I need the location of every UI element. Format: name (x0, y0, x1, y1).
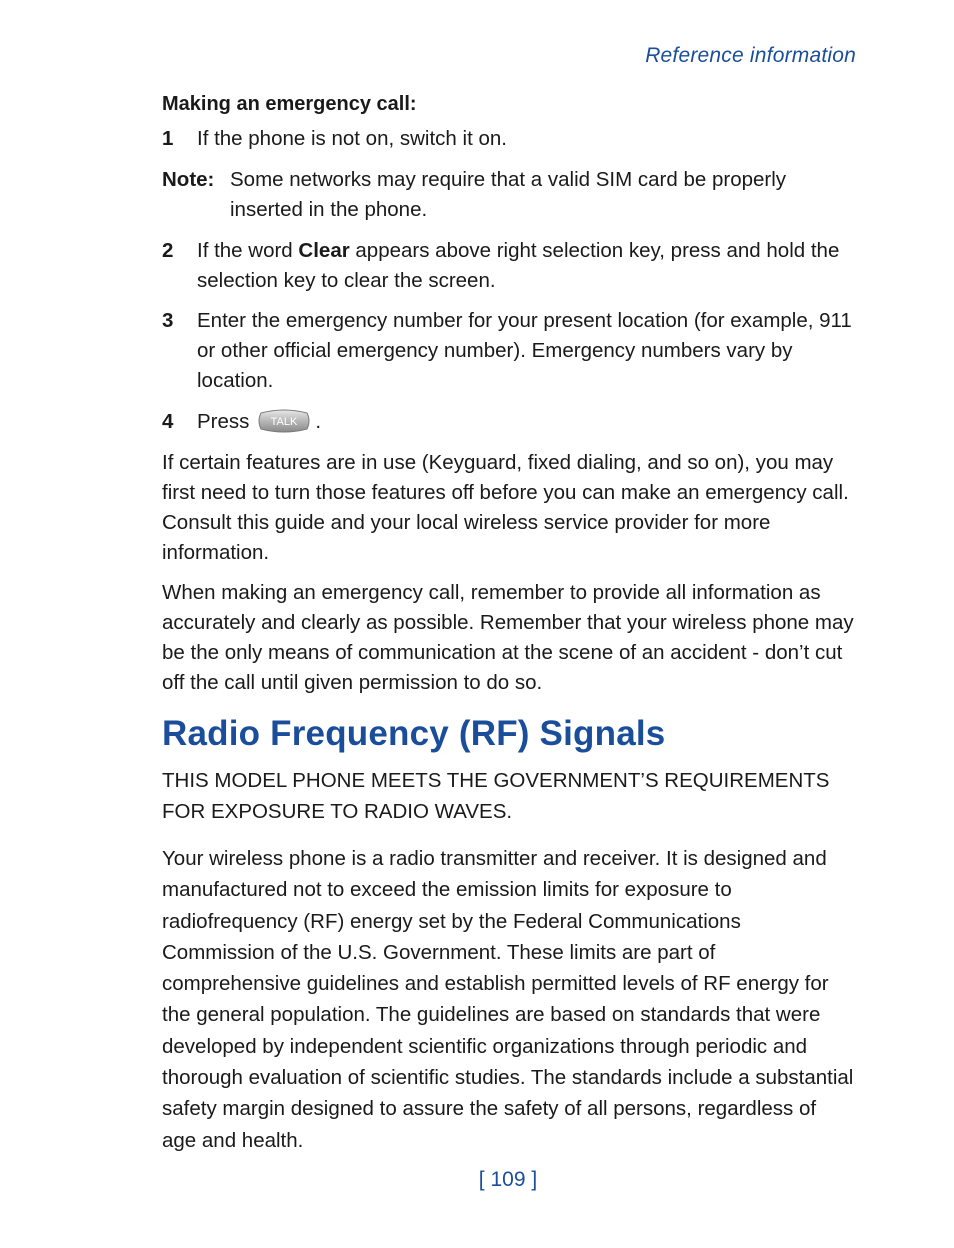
step-number: 4 (162, 410, 174, 433)
step-text: If the phone is not on, switch it on. (197, 127, 507, 150)
page-number: [ 109 ] (478, 1168, 538, 1191)
step-1 (162, 124, 854, 154)
step-text-post: appears above right selection key, press and hold the selection key to clear the screen. (197, 239, 840, 292)
step-number: 1 (162, 127, 174, 150)
step-3 (162, 306, 854, 396)
press-word: Press (197, 410, 250, 433)
note (162, 165, 854, 225)
press-period: . (315, 410, 322, 433)
talk-key-icon (257, 407, 311, 435)
step-text-pre: If the word (197, 239, 299, 262)
step-number: 3 (162, 309, 174, 332)
rf-paragraph: Your wireless phone is a radio transmitter and receiver. It is designed and manufactured not to exceed the emission limits for exposure to radiofrequency (RF) energy set by the Federal Communications Commission of the U.S. Government. These limits are part of comprehensive guidelines and establish permitted levels of RF energy for the general population. The guidelines are based on standards that were developed by independent scientific organizations through periodic and thorough evaluation of scientific studies. The standards include a substantial safety margin designed to assure the safety of all persons, regardless of age and health. (162, 847, 854, 1152)
step-number: 2 (162, 239, 174, 262)
talk-key-label: TALK (271, 415, 298, 428)
making-call-paragraph: When making an emergency call, remember to provide all information as accurately and clearly as possible. Remember that your wireless phone may be the only means of communication at the scene of an accident - don’t cut off the call until given permission to do so. (162, 581, 854, 694)
step-text (197, 236, 854, 296)
note-text: Some networks may require that a valid SIM card be properly inserted in the phone. (230, 168, 787, 221)
step-text: Enter the emergency number for your present location (for example, 911 or other official emergency number). Emergency numbers vary by location. (197, 309, 852, 392)
step-4 (162, 407, 854, 437)
requirements-statement: THIS MODEL PHONE MEETS THE GOVERNMENT’S REQUIREMENTS FOR EXPOSURE TO RADIO WAVES. (162, 769, 830, 823)
section-title: Radio Frequency (RF) Signals (162, 714, 666, 753)
emergency-subhead: Making an emergency call: (162, 93, 417, 115)
note-label: Note: (162, 168, 215, 191)
clear-keyword: Clear (298, 239, 350, 262)
running-head: Reference information (645, 44, 856, 67)
step-text (197, 407, 854, 437)
features-paragraph: If certain features are in use (Keyguard, fixed dialing, and so on), you may first need to turn those features off before you can make an emergency call. Consult this guide and your local wireless service provider for more information. (162, 451, 849, 564)
step-2 (162, 236, 854, 296)
